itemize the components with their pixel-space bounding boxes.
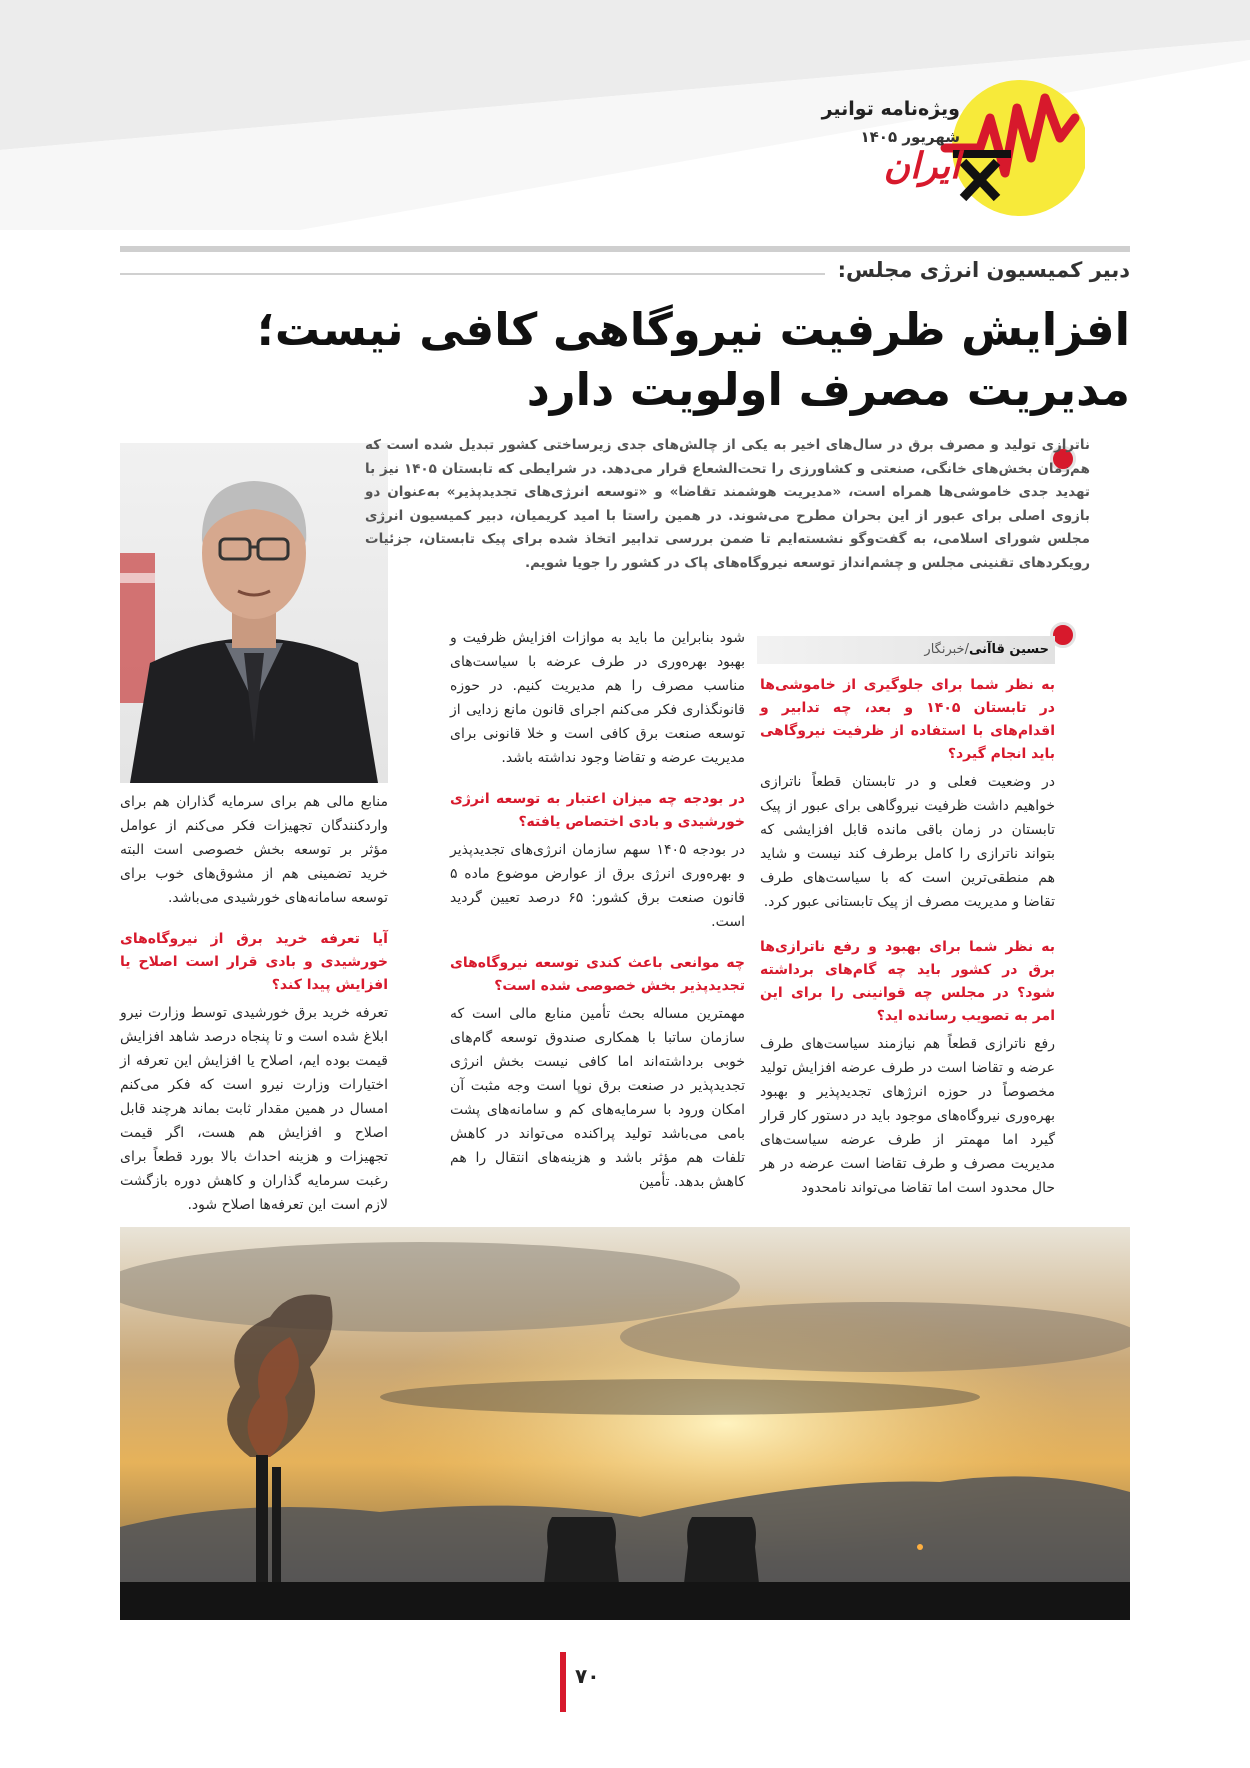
question: به نظر شما برای جلوگیری از خاموشی‌ها در تابستان ۱۴۰۵ و بعد، چه تدابیر و اقدام‌های با استفاده از ظرفیت نیروگاهی باید انجام گیرد؟	[760, 677, 1055, 762]
question: آیا تعرفه خرید برق از نیروگاه‌های خورشیدی و بادی قرار است اصلاح یا افزایش پیدا کند؟	[120, 931, 388, 993]
answer: مهمترین مساله بحث تأمین منابع مالی است که سازمان ساتبا با همکاری صندوق توسعه گام‌های خوبی برداشته‌اند اما کافی نیست بخش انرژی تجدیدپذیر در صنعت برق نوپا است وجه مثبت آن امکان ورود با سرمایه‌های کم و سامانه‌های پشت بامی می‌باشد تولید پراکنده می‌تواند در کاهش تلفات هم مؤثر باشد و هزینه‌های انتقال را هم کاهش بدهد. تأمین	[450, 1006, 745, 1190]
byline	[757, 636, 1055, 664]
headline-line-2: مدیریت مصرف اولویت دارد	[526, 363, 1130, 416]
column-middle	[450, 626, 745, 1198]
page-number-bar	[560, 1652, 566, 1712]
kicker-line	[120, 273, 825, 275]
portrait-illustration	[120, 443, 388, 783]
answer: رفع ناترازی قطعاً هم نیازمند سیاست‌های طرف عرضه و تقاضا است در طرف عرضه افزایش تولید مخصوصاً در حوزه انرژهای تجدیدپذیر و بهبود بهره‌وری نیروگاه‌های موجود باید در دستور کار قرار گیرد اما مهمتر از طرف عرضه سیاست‌های مدیریت مصرف و طرف تقاضا است عرضه در هر حال محدود است اما تقاضا می‌تواند نامحدود	[760, 1036, 1055, 1196]
byline-role: /خبرنگار	[924, 642, 969, 657]
magazine-header	[822, 98, 960, 186]
newspaper-brand: ایران	[883, 145, 960, 187]
power-plant-illustration	[120, 1227, 1130, 1620]
column-right	[760, 668, 1055, 1204]
issue-date: شهریور ۱۴۰۵	[860, 128, 960, 146]
answer: در بودجه ۱۴۰۵ سهم سازمان انرژی‌های تجدیدپذیر و بهره‌وری انرژی برق از عوارض موضوع ماده ۵ قانون صنعت برق کشور: ۶۵ درصد تعیین گردید است.	[450, 842, 746, 930]
question: چه موانعی باعث کندی توسعه نیروگاه‌های تجدیدپذیر بخش خصوصی شده است؟	[450, 955, 745, 994]
column-left	[120, 790, 388, 1221]
question: به نظر شما برای بهبود و رفع ناترازی‌ها برق در کشور باید چه گام‌های برداشته شود؟ در مجلس چه قوانینی را برای این امر به تصویب رسانده اید؟	[760, 939, 1055, 1024]
power-plant-photo	[120, 1227, 1130, 1620]
supplement-title: ویژه‌نامه توانیر	[821, 98, 960, 120]
interviewee-photo	[120, 443, 388, 783]
article-headline	[120, 300, 1130, 420]
question: در بودجه چه میزان اعتبار به توسعه انرژی خورشیدی و بادی اختصاص یافته؟	[450, 791, 745, 830]
answer: تعرفه خرید برق خورشیدی توسط وزارت نیرو ابلاغ شده است و تا پنجاه درصد شاهد افزایش قیمت بوده ایم، اصلاح یا افزایش این تعرفه از اختیارات وزارت نیرو است که فکر می‌کنم امسال در همین مقدار ثابت بماند هرچند قابل اصلاح و افزایش هم هست، اگر قیمت تجهیزات و هزینه احداث بالا بورد قطعاً برای رغبت سرمایه گذاران و کاهش دوره بازگشت لازم است این تعرفه‌ها اصلاح شود.	[120, 1005, 388, 1213]
article-kicker: دبیر کمیسیون انرژی مجلس:	[837, 258, 1130, 282]
headline-line-1: افزایش ظرفیت نیروگاهی کافی نیست؛	[256, 303, 1130, 356]
page-number: ۷۰	[575, 1664, 600, 1688]
paragraph: منابع مالی هم برای سرمایه گذاران هم برای واردکنندگان تجهیزات فکر می‌کنم از عوامل مؤثر بر توسعه بخش خصوصی است البته خرید تضمینی هم از مشوق‌های خوب برای توسعه سامانه‌های خورشیدی می‌باشد.	[120, 794, 388, 906]
article-lead: ناترازی تولید و مصرف برق در سال‌های اخیر به یکی از چالش‌های جدی زیرساختی کشور تبدیل شده است که هم‌زمان بخش‌های خانگی، صنعتی و کشاورزی را تحت‌الشعاع قرار می‌دهد. در شرایطی که تابستان ۱۴۰۵ نیز با تهدید جدی خاموشی‌ها همراه است، «مدیریت هوشمند تقاضا» و «توسعه انرژی‌های تجدیدپذیر» به‌عنوان دو بازوی اصلی برای عبور از این بحران مطرح می‌شوند. در همین راستا با امید کریمیان، دبیر کمیسیون انرژی مجلس شورای اسلامی، به گفت‌وگو نشسته‌ایم تا ضمن بررسی تدابیر اتخاذ شده برای پیک تابستان، جزئیات رویکردهای تقنینی مجلس و چشم‌انداز توسعه نیروگاه‌های پاک در کشور را جویا شویم.	[365, 437, 1090, 571]
top-rule	[120, 246, 1130, 252]
answer: در وضعیت فعلی و در تابستان قطعاً ناترازی خواهیم داشت ظرفیت نیروگاهی برای عبور از پیک تابستان در زمان باقی مانده قابل افزایشی که بتواند ناترازی را کامل برطرف کند نیست و شاید هم منطقی‌ترین است که با سیاست‌های طرف تقاضا و مدیریت مصرف از پیک تابستانی عبور کرد.	[760, 774, 1055, 910]
byline-name: حسین قاآنی	[968, 642, 1049, 657]
paragraph: شود بنابراین ما باید به موازات افزایش ظرفیت و بهبود بهره‌وری در طرف عرضه با سیاست‌های مناسب مصرف را هم مدیریت کنیم. در حوزه قانونگذاری فکر می‌کنم اجرای قانون مانع زدایی از توسعه صنعت برق کافی است و خلا قانونی برای مدیریت عرضه و تقاضا وجود نداشته باشد.	[450, 630, 745, 766]
